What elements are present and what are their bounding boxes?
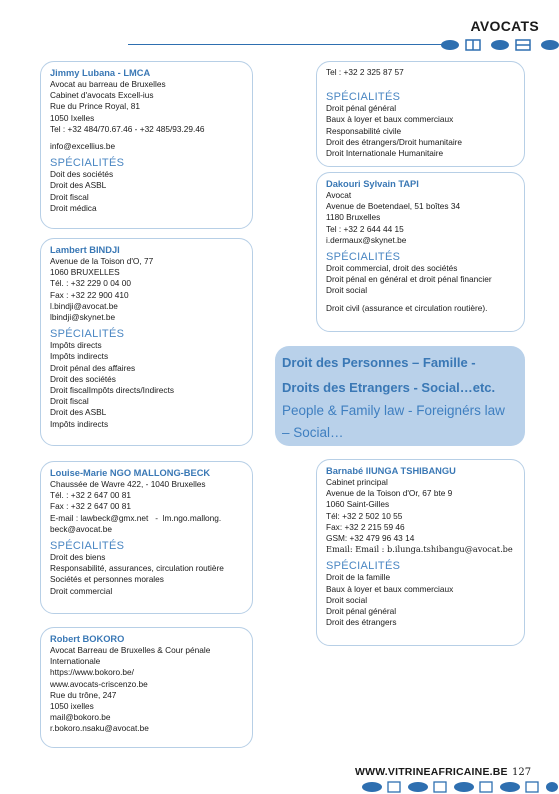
phone-line: Tel : +32 2 325 87 57 (326, 67, 404, 77)
lawyer-name: Dakouri Sylvain TAPI (326, 179, 419, 189)
email-link[interactable]: lbindji@skynet.be (50, 312, 116, 323)
gsm-line: GSM: +32 479 96 43 14 (326, 533, 415, 544)
email-line[interactable]: E-mail : lawbeck@gmx.net - lm.ngo.mallong. (50, 512, 222, 523)
email-link[interactable]: mail@bokoro.be (50, 712, 111, 723)
email-link[interactable]: Email: Email : b.ilunga.tshibangu@avocat.be (326, 544, 513, 555)
lawyer-card-ilunga (316, 459, 525, 646)
email-line[interactable]: beck@avocat.be (50, 523, 112, 534)
banner-title-fr: Droits des Etrangers - Social…etc. (282, 380, 496, 395)
address-line: 1060 Saint-Gilles (326, 499, 390, 510)
specialty-item: Impôts indirects (50, 351, 109, 362)
lawyer-name: Jimmy Lubana - LMCA (50, 68, 151, 78)
address-line: Avocat (326, 190, 352, 200)
specialty-item: Impôts indirects (50, 418, 109, 429)
email-link[interactable]: info@excellius.be (50, 141, 116, 152)
specialty-item: Droit des ASBL (50, 407, 107, 418)
specialty-item: Droit des biens (50, 552, 106, 563)
email-link[interactable]: i.dermaux@skynet.be (326, 234, 407, 245)
fax-line: Fax : +32 2 647 00 81 (50, 501, 131, 512)
email-link[interactable]: l.bindji@avocat.be (50, 300, 118, 311)
lawyer-card-continued (316, 61, 525, 167)
lawyer-name: Louise-Marie NGO MALLONG-BECK (50, 468, 211, 478)
specialty-item: Droit commercial (50, 585, 113, 596)
banner-title-fr: Droit des Personnes – Famille - (282, 355, 476, 370)
banner-title-en: – Social… (282, 425, 344, 440)
footer-ornament (360, 780, 559, 794)
specialty-item: Sociétés et personnes morales (50, 574, 164, 585)
specialty-item: Droit social (326, 285, 368, 296)
specialty-item: Droit fiscalImpôts directs/Indirects (50, 385, 175, 396)
address-line: Avenue de la Toison d'O, 77 (50, 256, 154, 266)
specialty-item: Droit pénal général (326, 606, 397, 617)
lawyer-name: Lambert BINDJI (50, 245, 120, 255)
lawyer-card-ngo-mallong-beck (40, 461, 253, 614)
page-number: 127 (512, 767, 532, 778)
address-line: Cabinet d'avocats Excell-ius (50, 90, 154, 101)
specialty-item: Droit fiscal (50, 191, 89, 202)
website-link[interactable]: www.avocats-criscenzo.be (50, 678, 148, 689)
phone-line: Tél. : +32 229 0 04 00 (50, 278, 131, 289)
specialties-heading: SPÉCIALITÉS (326, 560, 401, 573)
address-line: Rue du trône, 247 (50, 689, 117, 700)
fax-line: Fax: +32 2 215 59 46 (326, 521, 405, 532)
specialty-item: Droit Internationale Humanitaire (326, 148, 444, 159)
specialties-heading: SPÉCIALITÉS (326, 251, 401, 264)
specialty-item: Droit commercial, droit des sociétés (326, 263, 458, 274)
address-line: 1050 ixelles (50, 701, 94, 712)
fax-line: Fax : +32 22 900 410 (50, 289, 129, 300)
header-ornament (440, 38, 559, 52)
lawyer-card-bindji (40, 238, 253, 446)
phone-line: Tel : +32 2 644 44 15 (326, 223, 404, 234)
address-line: Avocat au barreau de Bruxelles (50, 79, 166, 89)
category-banner (275, 346, 525, 446)
specialty-item: Responsabilité, assurances, circulation routière (50, 563, 224, 574)
specialty-item: Droit social (326, 594, 368, 605)
specialty-item: Droit pénal général (326, 103, 397, 114)
lawyer-name: Barnabé IlUNGA TSHIBANGU (326, 466, 456, 476)
lawyer-card-bokoro (40, 627, 253, 748)
email-link[interactable]: r.bokoro.nsaku@avocat.be (50, 723, 149, 734)
section-title: AVOCATS (470, 18, 539, 34)
specialty-item: Droit des étrangers/Droit humanitaire (326, 136, 463, 147)
lawyer-card-tapi (316, 172, 525, 332)
specialties-heading: SPÉCIALITÉS (50, 328, 125, 341)
address-line: Avocat Barreau de Bruxelles & Cour pénale (50, 645, 211, 655)
banner-title-en: People & Family law - Foreignérs law (282, 403, 505, 418)
address-line: 1060 BRUXELLES (50, 267, 120, 278)
address-line: Chaussée de Wavre 422, - 1040 Bruxelles (50, 479, 206, 489)
address-line: 1180 Bruxelles (326, 212, 381, 223)
specialty-item: Baux à loyer et baux commerciaux (326, 114, 454, 125)
specialty-item: Droit médica (50, 202, 97, 213)
address-line: Avenue de Boetendael, 51 boîtes 34 (326, 201, 461, 212)
specialty-item: Responsabilité civile (326, 125, 402, 136)
specialty-item: Droit de la famille (326, 572, 391, 583)
specialty-item: Droit civil (assurance et circulation routière). (326, 302, 488, 313)
header-rule (128, 44, 448, 45)
specialty-item: Droit pénal des affaires (50, 362, 136, 373)
address-line: Internationale (50, 656, 101, 667)
footer-site[interactable]: WWW.VITRINEAFRICAINE.BE (355, 766, 508, 778)
phone-line: Tél: +32 2 502 10 55 (326, 510, 403, 521)
phone-line: Tel : +32 484/70.67.46 - +32 485/93.29.46 (50, 123, 205, 134)
lawyer-card-lubana (40, 61, 253, 229)
specialty-item: Droit fiscal (50, 396, 89, 407)
specialty-item: Droit des étrangers (326, 617, 397, 628)
specialty-item: Droit pénal en général et droit pénal financier (326, 274, 492, 285)
address-line: Cabinet principal (326, 477, 388, 487)
specialties-heading: SPÉCIALITÉS (326, 91, 401, 104)
website-link[interactable]: https://www.bokoro.be/ (50, 667, 134, 678)
address-line: Avenue de la Toison d'Or, 67 bte 9 (326, 488, 453, 499)
specialties-heading: SPÉCIALITÉS (50, 540, 125, 553)
phone-line: Tél. : +32 2 647 00 81 (50, 490, 131, 501)
specialty-item: Baux à loyer et baux commerciaux (326, 583, 454, 594)
lawyer-name: Robert BOKORO (50, 634, 125, 644)
specialty-item: Impôts directs (50, 340, 102, 351)
specialty-item: Droit des ASBL (50, 180, 107, 191)
specialty-item: Droit des sociétés (50, 373, 116, 384)
specialties-heading: SPÉCIALITÉS (50, 157, 125, 170)
address-line: 1050 Ixelles (50, 112, 95, 123)
address-line: Rue du Prince Royal, 81 (50, 101, 140, 112)
specialty-item: Doit des sociétés (50, 169, 114, 180)
